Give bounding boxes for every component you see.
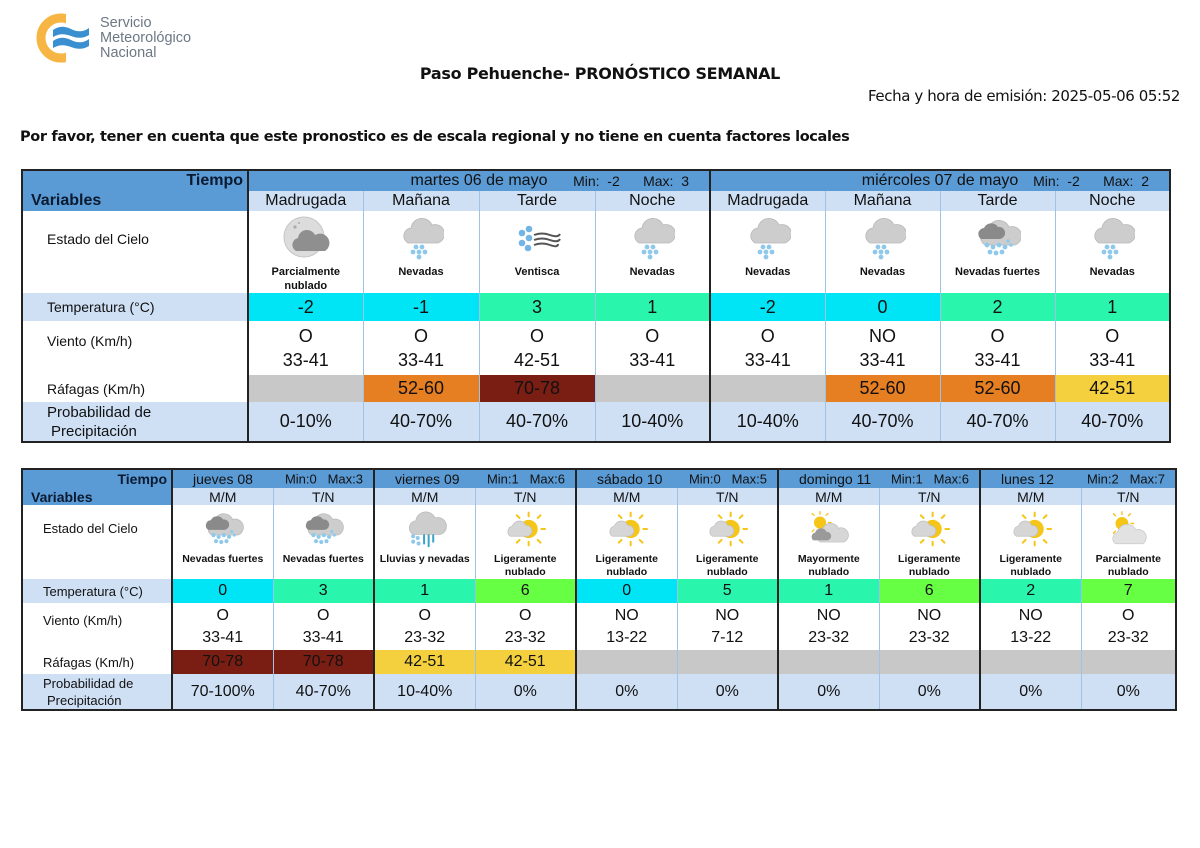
period-header: Mañana (825, 191, 940, 211)
wind-speed: 23-32 (504, 628, 546, 646)
gust-cell: 52-60 (363, 375, 479, 402)
sky-label: Parcialmente nublado (1095, 553, 1161, 578)
wind-cell (825, 321, 940, 375)
wind-cell (363, 321, 479, 375)
gust-cell: 70-78 (479, 375, 595, 402)
row-label-wind: Viento (Km/h) (47, 333, 133, 349)
temperature-cell: 6 (475, 579, 576, 603)
emission-timestamp: Fecha y hora de emisión: 2025-05-06 05:52 (868, 87, 1180, 105)
gust-cell (677, 650, 778, 674)
sky-label: Ligeramente nublado (595, 553, 658, 578)
row-label-gusts: Ráfagas (Km/h) (22, 650, 172, 674)
row-label-temperature: Temperatura (°C) (22, 293, 248, 321)
wind-direction: NO (715, 606, 740, 624)
temperature-cell: 0 (825, 293, 940, 321)
row-label-wind: Viento (Km/h) (43, 613, 123, 628)
tiempo-header: Tiempo (22, 469, 172, 488)
wind-direction: O (760, 326, 775, 346)
day-name: miércoles 07 de mayo (861, 172, 1019, 189)
temperature-cell: 0 (576, 579, 677, 603)
sky-label: Nevadas (629, 266, 675, 278)
wind-speed: 13-22 (606, 628, 648, 646)
gust-cell: 52-60 (940, 375, 1055, 402)
temperature-cell: 2 (980, 579, 1081, 603)
wind-direction: NO (816, 606, 841, 624)
sky-label: Ventisca (514, 266, 560, 278)
snow-icon (629, 213, 675, 261)
wind-direction: NO (1018, 606, 1043, 624)
period-header: M/M (980, 488, 1081, 505)
label-line: Precipitación (51, 422, 137, 440)
wind-cell (778, 603, 879, 650)
wind-direction: NO (614, 606, 639, 624)
wind-speed: 13-22 (1010, 628, 1052, 646)
sky-cell (1081, 505, 1176, 579)
wind-speed: 23-32 (908, 628, 950, 646)
org-name-line: Nacional (100, 44, 157, 61)
row-label-sky: Estado del Cielo (47, 231, 149, 247)
temperature-cell: 3 (273, 579, 374, 603)
day-min-max: Min: -2 Max: 2 (1033, 173, 1149, 189)
sky-label: Ligeramente nublado (999, 553, 1062, 578)
day-header (248, 170, 710, 191)
wind-speed: 7-12 (711, 628, 744, 646)
sky-cell (940, 211, 1055, 293)
day-min-max: Min: -2 Max: 3 (573, 173, 689, 189)
day-min-max: Min:1 Max:6 (486, 471, 565, 487)
sky-cell (1055, 211, 1170, 293)
period-header: T/N (273, 488, 374, 505)
wind-cell (475, 603, 576, 650)
precipitation-cell: 10-40% (595, 402, 710, 442)
sky-label: Ligeramente nublado (696, 553, 759, 578)
snow-icon (1089, 213, 1135, 261)
sky-cell (879, 505, 980, 579)
temperature-cell: -1 (363, 293, 479, 321)
wind-cell (172, 603, 273, 650)
sky-cell (595, 211, 710, 293)
partly-cloudy-night-icon (282, 215, 330, 261)
rain-snow-icon (403, 507, 447, 549)
sky-cell (677, 505, 778, 579)
variables-header: Variables (22, 488, 172, 505)
label-line: Precipitación (47, 692, 122, 708)
wind-cell (248, 321, 363, 375)
sky-label: Lluvias y nevadas (379, 553, 470, 565)
sky-label: Nevadas fuertes (282, 553, 364, 565)
day-header (710, 170, 1170, 191)
forecast-table-days-1-2 (21, 169, 1171, 443)
wind-direction: O (519, 606, 532, 624)
temperature-cell: -2 (248, 293, 363, 321)
page-title: Paso Pehuenche- PRONÓSTICO SEMANAL (419, 64, 781, 83)
wind-direction: O (529, 326, 544, 346)
wind-speed: 33-41 (974, 350, 1021, 370)
period-header: Tarde (940, 191, 1055, 211)
row-label-temperature: Temperatura (°C) (22, 579, 172, 603)
row-label-precipitation (22, 674, 172, 710)
period-header: M/M (374, 488, 475, 505)
wind-direction: O (317, 606, 330, 624)
wind-direction: O (990, 326, 1005, 346)
sky-label: Nevadas (398, 266, 444, 278)
temperature-cell: 6 (879, 579, 980, 603)
precipitation-cell: 0% (677, 674, 778, 710)
gust-cell (980, 650, 1081, 674)
precipitation-cell: 40-70% (273, 674, 374, 710)
row-label-sky: Estado del Cielo (43, 521, 138, 536)
precipitation-cell: 0% (576, 674, 677, 710)
day-header (778, 469, 980, 488)
wind-cell (273, 603, 374, 650)
disclaimer-notice: Por favor, tener en cuenta que este pronostico es de escala regional y no tiene en cuenta factores locales (20, 129, 850, 145)
temperature-cell: 1 (778, 579, 879, 603)
sky-cell (778, 505, 879, 579)
gust-cell (576, 650, 677, 674)
gust-cell (595, 375, 710, 402)
period-header: M/M (576, 488, 677, 505)
sky-label: Parcialmente nublado (271, 266, 340, 292)
day-header (576, 469, 778, 488)
gust-cell (778, 650, 879, 674)
wind-direction: O (1105, 326, 1120, 346)
period-header: Tarde (479, 191, 595, 211)
period-header: T/N (1081, 488, 1176, 505)
temperature-cell: 2 (940, 293, 1055, 321)
wind-speed: 33-41 (302, 628, 344, 646)
period-header: T/N (879, 488, 980, 505)
sky-cell (825, 211, 940, 293)
wind-cell (710, 321, 825, 375)
smn-logo-icon (36, 13, 90, 63)
wind-direction: NO (869, 326, 896, 346)
day-header (172, 469, 374, 488)
wind-cell (576, 603, 677, 650)
sky-label: Ligeramente nublado (494, 553, 557, 578)
snow-icon (860, 213, 906, 261)
wind-speed: 23-32 (404, 628, 446, 646)
wind-speed: 33-41 (202, 628, 244, 646)
smn-logo (36, 12, 236, 64)
precipitation-cell: 0-10% (248, 402, 363, 442)
sky-cell (273, 505, 374, 579)
gust-cell: 42-51 (475, 650, 576, 674)
temperature-cell: 1 (1055, 293, 1170, 321)
org-name-line: Meteorológico (100, 29, 192, 46)
wind-cell (980, 603, 1081, 650)
org-name (100, 16, 191, 61)
mostly-cloudy-icon (807, 511, 851, 549)
sky-label: Nevadas (859, 266, 906, 278)
wind-speed: 33-41 (859, 350, 906, 370)
temperature-cell: 1 (374, 579, 475, 603)
period-header: Mañana (363, 191, 479, 211)
wind-speed: 33-41 (744, 350, 791, 370)
forecast-table-days-3-7 (21, 468, 1177, 711)
partly-cloudy-day-icon (1106, 511, 1150, 549)
precipitation-cell: 40-70% (479, 402, 595, 442)
gust-cell: 70-78 (273, 650, 374, 674)
wind-direction: O (1122, 606, 1135, 624)
wind-speed: 23-32 (1107, 628, 1149, 646)
sky-cell (172, 505, 273, 579)
sky-cell (374, 505, 475, 579)
day-min-max: Min:1 Max:6 (890, 471, 969, 487)
label-line: Probabilidad de (47, 403, 152, 421)
wind-cell (1055, 321, 1170, 375)
day-name: sábado 10 (597, 471, 663, 487)
day-header (374, 469, 576, 488)
period-header: Madrugada (710, 191, 825, 211)
period-header: T/N (677, 488, 778, 505)
wind-cell (879, 603, 980, 650)
mostly-sunny-icon (503, 509, 547, 549)
period-header: Noche (595, 191, 710, 211)
sky-label: Nevadas fuertes (955, 266, 1040, 278)
wind-direction: O (298, 326, 313, 346)
period-header: T/N (475, 488, 576, 505)
day-min-max: Min:0 Max:5 (688, 471, 767, 487)
precipitation-cell: 0% (879, 674, 980, 710)
period-header: M/M (172, 488, 273, 505)
period-header: Madrugada (248, 191, 363, 211)
gust-cell: 52-60 (825, 375, 940, 402)
gust-cell (248, 375, 363, 402)
mostly-sunny-icon (705, 509, 749, 549)
day-min-max: Min:2 Max:7 (1086, 471, 1165, 487)
precipitation-cell: 40-70% (363, 402, 479, 442)
heavy-snow-icon (201, 509, 245, 549)
wind-direction: O (645, 326, 660, 346)
day-name: lunes 12 (1001, 471, 1054, 487)
sky-label: Nevadas (1089, 266, 1135, 278)
period-header: Noche (1055, 191, 1170, 211)
day-header (980, 469, 1176, 488)
precipitation-cell: 40-70% (825, 402, 940, 442)
sky-label: Nevadas fuertes (182, 553, 264, 565)
mostly-sunny-icon (1009, 509, 1053, 549)
wind-direction: NO (917, 606, 942, 624)
org-name-line: Servicio (100, 14, 152, 31)
sky-cell (475, 505, 576, 579)
precipitation-cell: 10-40% (710, 402, 825, 442)
gust-cell: 42-51 (374, 650, 475, 674)
period-header: M/M (778, 488, 879, 505)
blizzard-icon (512, 221, 562, 261)
variables-header: Variables (22, 191, 248, 211)
gust-cell: 70-78 (172, 650, 273, 674)
sky-cell (980, 505, 1081, 579)
snow-icon (745, 213, 791, 261)
precipitation-cell: 0% (475, 674, 576, 710)
day-name: domingo 11 (799, 471, 872, 487)
precipitation-cell: 0% (980, 674, 1081, 710)
precipitation-cell: 10-40% (374, 674, 475, 710)
wind-speed: 33-41 (629, 350, 676, 370)
wind-speed: 33-41 (397, 350, 445, 370)
day-name: martes 06 de mayo (410, 172, 548, 189)
wind-cell (479, 321, 595, 375)
precipitation-cell: 40-70% (1055, 402, 1170, 442)
temperature-cell: 0 (172, 579, 273, 603)
sky-cell (248, 211, 363, 293)
sky-label: Ligeramente nublado (898, 553, 961, 578)
precipitation-cell: 70-100% (172, 674, 273, 710)
mostly-sunny-icon (605, 509, 649, 549)
precipitation-cell: 0% (778, 674, 879, 710)
mostly-sunny-icon (907, 509, 951, 549)
wind-cell (595, 321, 710, 375)
heavy-snow-icon (975, 215, 1021, 261)
gust-cell (879, 650, 980, 674)
wind-cell (677, 603, 778, 650)
sky-cell (710, 211, 825, 293)
sky-cell (479, 211, 595, 293)
wind-direction: O (216, 606, 229, 624)
wind-cell (1081, 603, 1176, 650)
wind-speed: 42-51 (513, 350, 561, 370)
gust-cell (1081, 650, 1176, 674)
label-line: Probabilidad de (43, 675, 134, 691)
wind-direction: O (418, 606, 431, 624)
wind-speed: 23-32 (808, 628, 850, 646)
sky-cell (576, 505, 677, 579)
sky-label: Mayormente nublado (797, 553, 860, 578)
wind-cell (940, 321, 1055, 375)
snow-icon (398, 213, 444, 261)
sky-cell (363, 211, 479, 293)
tiempo-header: Tiempo (22, 170, 248, 191)
temperature-cell: 5 (677, 579, 778, 603)
precipitation-cell: 40-70% (940, 402, 1055, 442)
heavy-snow-icon (301, 509, 345, 549)
precipitation-cell: 0% (1081, 674, 1176, 710)
row-label-precipitation (22, 402, 248, 442)
day-min-max: Min:0 Max:3 (284, 471, 363, 487)
temperature-cell: 7 (1081, 579, 1176, 603)
temperature-cell: 3 (479, 293, 595, 321)
wind-direction: O (413, 326, 428, 346)
sky-label: Nevadas (745, 266, 791, 278)
wind-speed: 33-41 (282, 350, 329, 370)
temperature-cell: -2 (710, 293, 825, 321)
wind-speed: 33-41 (1089, 350, 1136, 370)
temperature-cell: 1 (595, 293, 710, 321)
row-label-gusts: Ráfagas (Km/h) (22, 375, 248, 402)
day-name: jueves 08 (193, 471, 253, 487)
day-name: viernes 09 (395, 471, 460, 487)
gust-cell: 42-51 (1055, 375, 1170, 402)
gust-cell (710, 375, 825, 402)
wind-cell (374, 603, 475, 650)
